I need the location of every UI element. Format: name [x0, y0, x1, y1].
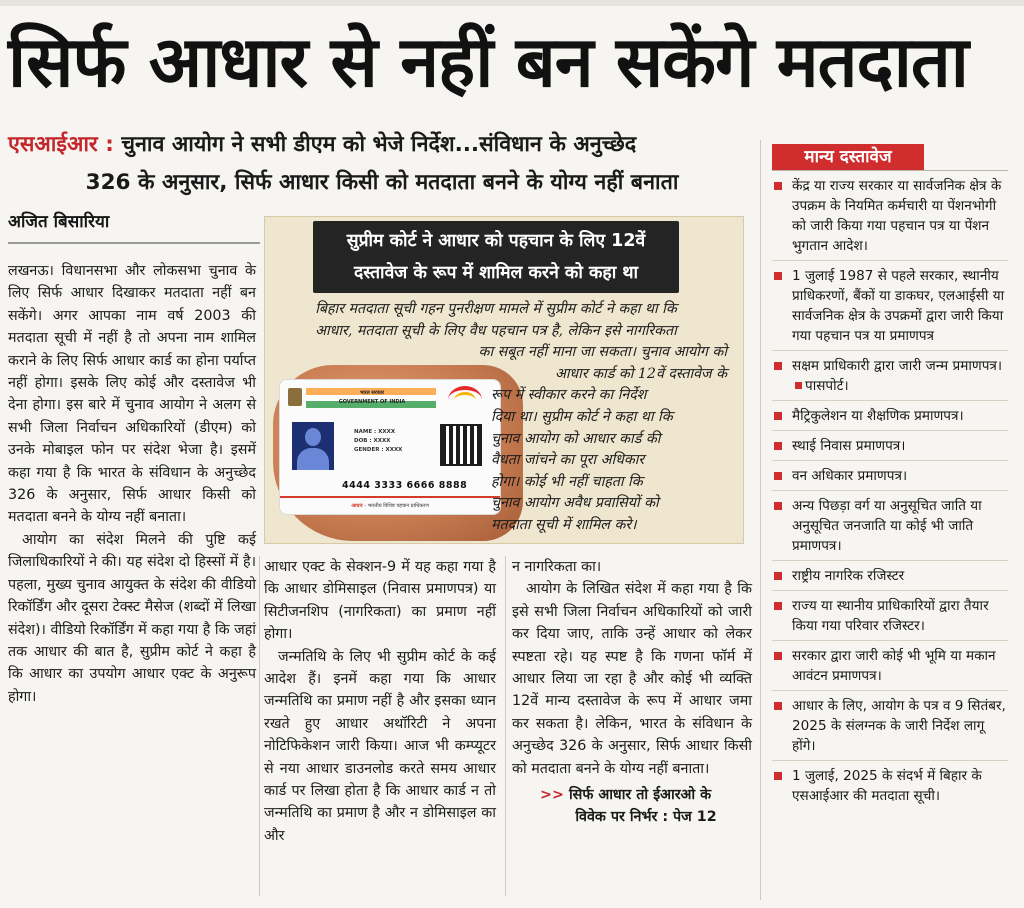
box-line: आधार कार्ड को 12वें दस्तावेज के [554, 365, 727, 382]
paragraph: आयोग के लिखित संदेश में कहा गया है कि इसे सभी जिला निर्वाचन अधिकारियों को जारी कर दिया जाए, ताकि उन्हें आधार को लेकर स्पष्टता रहे। यह स्पष्ट है कि गणना फॉर्म में आधार लिया जा रहा है और कोई भी व्यक्ति 12वें मान्य दस्तावेज के रूप में आधार जमा कर सकता है। लेकिन, भारत के संविधान के अनुच्छेद 326 के अनुसार, सिर्फ आधार किसी को मतदाता बनने के योग्य नहीं बनाता। [512, 581, 752, 777]
list-item: मैट्रिकुलेशन या शैक्षणिक प्रमाणपत्र। [772, 406, 1008, 431]
bullet-icon [774, 182, 782, 190]
bullet-icon [774, 602, 782, 610]
box-line: चुनाव आयोग को आधार कार्ड की [491, 430, 661, 447]
box-line: मतदाता सूची में शामिल करे। [491, 516, 637, 533]
bullet-icon [774, 702, 782, 710]
bullet-icon [774, 572, 782, 580]
box-title [313, 225, 679, 289]
column-divider [259, 556, 260, 896]
box-title-line-1: सुप्रीम कोर्ट ने आधार को पहचान के लिए 12वें [346, 231, 646, 251]
headline: सिर्फ आधार से नहीं बन सकेंगे मतदाता [8, 21, 968, 103]
paragraph: न नागरिकता का। [512, 559, 602, 575]
list-item: वन अधिकार प्रमाणपत्र। [772, 466, 1008, 491]
list-item: केंद्र या राज्य सरकार या सार्वजनिक क्षेत्र के उपक्रम के नियमित कर्मचारी या पेंशनभोगी को जारी किया गया पहचान पत्र या पेंशन भुगतान आदेश। [772, 176, 1008, 261]
card-footer-brand: आधार [351, 503, 363, 509]
list-item: राष्ट्रीय नागरिक रजिस्टर [772, 566, 1008, 591]
bullet-icon [774, 472, 782, 480]
valid-documents-list [772, 176, 1008, 815]
paragraph: जन्मतिथि के लिए भी सुप्रीम कोर्ट के कई आदेश हैं। इनमें कहा गया कि आधार जन्मतिथि का प्रमाण नहीं है और इसका ध्यान रखते हुए आधार अथॉरिटी ने अपना नोटिफिकेशन जारी किया। आज भी कम्प्यूटर से नया आधार डाउनलोड करते समय आधार कार्ड पर लिखा होता है कि आधार कार्ड न तो जन्मतिथि का प्रमाण है और न डोमिसाइल का और [264, 648, 496, 844]
box-line: होगा। कोई भी नहीं चाहता कि [491, 473, 643, 490]
list-item: राज्य या स्थानीय प्राधिकारियों द्वारा तैयार किया गया परिवार रजिस्टर। [772, 596, 1008, 641]
box-line: चुनाव आयोग अवैध प्रवासियों को [491, 495, 659, 512]
card-field: NAME : XXXX [354, 429, 396, 435]
box-line: दिया था। सुप्रीम कोर्ट ने कहा था कि [491, 408, 673, 425]
deck [8, 126, 756, 202]
box-line: आधार, मतदाता सूची के लिए वैध पहचान पत्र है, लेकिन इसे नागरिकता [315, 322, 677, 339]
bullet-icon [774, 502, 782, 510]
cross-reference [512, 784, 752, 829]
bullet-icon [774, 442, 782, 450]
top-edge [0, 0, 1024, 6]
card-field: DOB : XXXX [354, 438, 391, 444]
article-column-2 [264, 556, 496, 847]
article-column-3 [512, 556, 752, 829]
card-number: 4444 3333 6666 8888 [342, 480, 468, 491]
box-line: रूप में स्वीकार करने का निर्देश [491, 387, 647, 404]
list-item: स्थाई निवास प्रमाणपत्र। [772, 436, 1008, 461]
cross-reference-text: सिर्फ आधार तो ईआरओ के [568, 787, 712, 804]
deck-line-1: चुनाव आयोग ने सभी डीएम को भेजे निर्देश...संविधान के अनुच्छेद [121, 132, 637, 157]
article-column-1 [8, 260, 256, 708]
list-item: 1 जुलाई, 2025 के संदर्भ में बिहार के एसआईआर की मतदाता सूची। [772, 766, 1008, 810]
deck-kicker: एसआईआर : [8, 132, 114, 157]
box-line: बिहार मतदाता सूची गहन पुनरीक्षण मामले में सुप्रीम कोर्ट ने कहा था कि [315, 301, 677, 317]
card-govt-text: भारत सरकार GOVERNMENT OF INDIA [338, 390, 406, 405]
box-title-line-2: दस्तावेज के रूप में शामिल करने को कहा था [353, 263, 639, 283]
paragraph: आयोग का संदेश मिलने की पुष्टि कई जिलाधिकारियों ने की। यह संदेश दो हिस्सों में है। पहला, मुख्य चुनाव आयुक्त के संदेश की वीडियो रिकॉर्डिंग और दूसरा टेक्स्ट मैसेज (शब्दों में लिखा संदेश)। वीडियो रिकॉर्डिंग में कहा गया है कि जहां तक आधार की बात है, सुप्रीम कोर्ट ने कहा है कि आधार का उपयोग आधार एक्ट के अनुरूप होगा। [8, 531, 257, 705]
list-item: आधार के लिए, आयोग के पत्र व 9 सितंबर, 2025 के संलग्नक के जारी निर्देश लागू होंगे। [772, 696, 1008, 761]
column-divider [760, 140, 761, 900]
deck-line-2: 326 के अनुसार, सिर्फ आधार किसी को मतदाता बनने के योग्य नहीं बनाता [85, 170, 679, 195]
card-field: GENDER : XXXX [354, 447, 403, 453]
list-item: सरकार द्वारा जारी कोई भी भूमि या मकान आवंटन प्रमाणपत्र। [772, 646, 1008, 691]
list-item: 1 जुलाई 1987 से पहले सरकार, स्थानीय प्राधिकरणों, बैंकों या डाकघर, एलआईसी या सार्वजनिक क्षेत्र के उपक्रमों द्वारा जारी किया गया पहचान पत्र या प्रमाणपत्र [772, 266, 1008, 351]
list-item: सक्षम प्राधिकारी द्वारा जारी जन्म प्रमाणपत्र।पासपोर्ट। [772, 356, 1008, 401]
card-footer-text: - भारतीय विशिष्ट पहचान प्राधिकरण [362, 503, 429, 509]
sidebar-title: मान्य दस्तावेज [772, 144, 924, 170]
column-divider [505, 556, 506, 896]
bullet-icon [795, 382, 802, 389]
byline: अजित बिसारिया [8, 212, 110, 232]
paragraph: आधार एक्ट के सेक्शन-9 में यह कहा गया है कि आधार डोमिसाइल (निवास प्रमाणपत्र) या सिटीजनशिप (नागरिकता) का प्रमाण नहीं होगा। [264, 559, 496, 643]
sidebar-rule [772, 170, 1008, 171]
list-item: अन्य पिछड़ा वर्ग या अनुसूचित जाति या अनुसूचित जनजाति या कोई भी जाति प्रमाणपत्र। [772, 496, 1008, 561]
bullet-icon [774, 412, 782, 420]
cross-reference-arrows: >> [540, 787, 564, 804]
box-body [265, 299, 727, 537]
supreme-court-box [264, 216, 744, 544]
bullet-icon [774, 772, 782, 780]
paragraph: लखनऊ। विधानसभा और लोकसभा चुनाव के लिए सिर्फ आधार दिखाकर मतदाता नहीं बन सकेंगे। अगर आपका नाम वर्ष 2003 की मतदाता सूची में नहीं है तो अपना नाम शामिल कराने के लिए सिर्फ आधार कार्ड का होना पर्याप्त नहीं होगा। इसके लिए कोई और दस्तावेज भी देना होगा। इस बारे में चुनाव आयोग ने अलग से सभी जिला निर्वाचन अधिकारियों (डीएम) को उनके मोबाइल फोन पर संदेश भेजा है। इसमें कहा गया है कि भारत के संविधान के अनुच्छेद 326 के अनुसार, सिर्फ आधार किसी को मतदाता बनने के योग्य नहीं बनाता। [8, 263, 256, 526]
box-line: वैधता जांचने का पूरा अधिकार [491, 452, 645, 469]
bullet-icon [774, 272, 782, 280]
byline-rule [8, 242, 260, 244]
bullet-icon [774, 362, 782, 370]
bullet-icon [774, 652, 782, 660]
cross-reference-page: विवेक पर निर्भर : पेज 12 [575, 809, 717, 826]
box-line: का सबूत नहीं माना जा सकता। चुनाव आयोग को [478, 344, 727, 361]
